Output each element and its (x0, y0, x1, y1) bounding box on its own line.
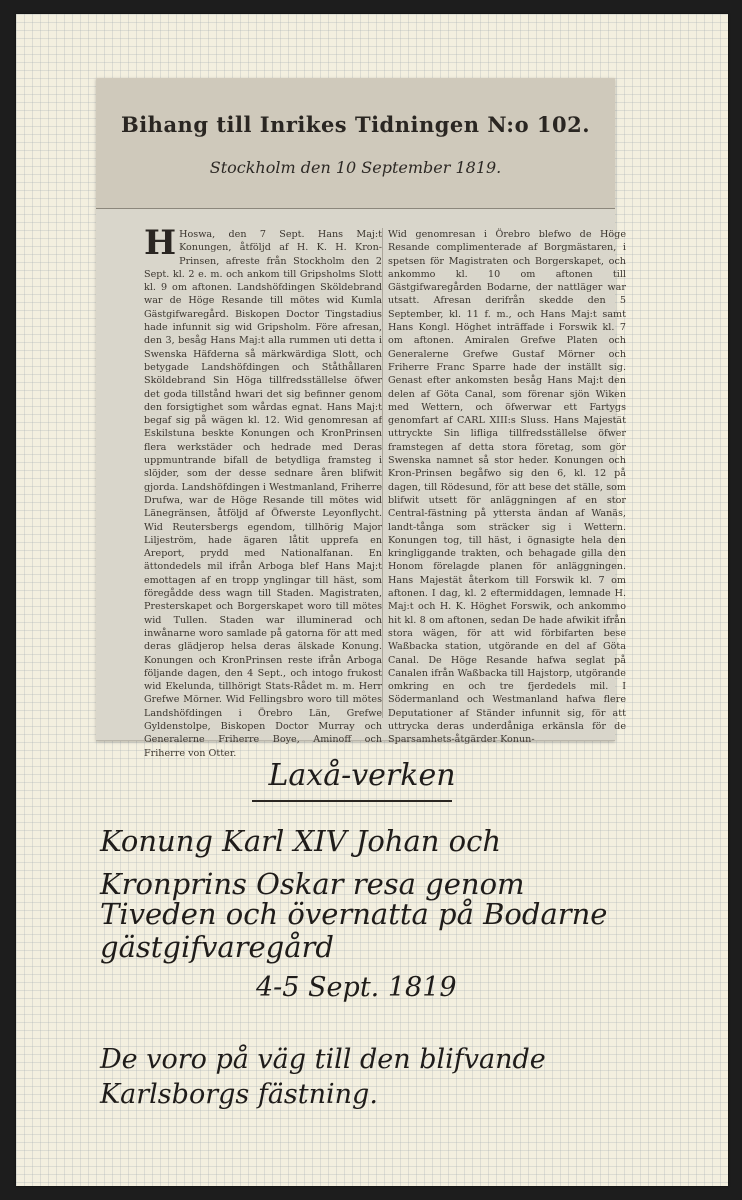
handwritten-note-line-3: Tiveden och övernatta på Bodarne (100, 897, 608, 931)
drop-cap: H (144, 223, 177, 263)
newspaper-masthead (96, 78, 615, 209)
newspaper-dateline: Stockholm den 10 September 1819. (209, 158, 502, 177)
title-underline (252, 800, 452, 802)
handwritten-title: Laxå-verken (268, 758, 456, 793)
column-divider (382, 228, 383, 718)
graph-paper-sheet (16, 14, 728, 1186)
handwritten-note-line-6: Karlsborgs fästning. (100, 1079, 378, 1110)
article-column-right (388, 228, 626, 747)
handwritten-date: 4-5 Sept. 1819 (256, 972, 457, 1003)
article-text-left: Hoswa, den 7 Sept. Hans Maj:t Konungen, åtföljd af H. K. H. Kron-Prinsen, afreste från Stockholm den 2 Sept. kl. 2 e. m. och ankom till Gripsholms Slott kl. 9 om aftonen. Landshöfdingen Sköldebrand war de Höge Resande till mötes wid Kumla Gästgifwaregård. Biskopen Doctor Tingstadius hade infunnit sig wid Gripsholm. Före afresan, den 3, besåg Hans Maj:t alla rummen uti detta i Swenska Häfderna så märkwärdiga Slott, och betygade Landshöfdingen och Ståthållaren Sköldebrand Sin Höga tillfredsställelse öfwer det goda tillstånd hwari det sig befinner genom den forsigtighet som wårdas egnat. Hans Maj:t begaf sig på wägen kl. 12. Wid genomresan af Eskilstuna beskte Konungen och KronPrinsen flera werkstäder och hedrade med Deras uppmuntrande bifall de betydliga framsteg i slöjder, som der desse sednare åren blifwit gjorda. Landshöfdingen i Westmanland, Friherre Drufwa, war de Höge Resande till mötes wid Länegränsen, åtföljd af Öfwerste Leyonflycht. Wid Reutersbergs egendom, tillhörig Major Liljeström, hade ägaren låtit upprefa en Areport, prydd med Nationalfanan. En ättondedels mil ifrån Arboga blef Hans Maj:t emottagen af en tropp ynglingar till häst, som föregådde dess wagn till Staden. Magistraten, Presterskapet och Borgerskapet woro till mötes wid Tullen. Staden war illuminerad och inwånarne woro samlade på gatorna för att med deras glädjerop helsa deras älskade Konung. Konungen och KronPrinsen reste ifrån Arboga följande dagen, den 4 Sept., och intogo frukost wid Ekelunda, tillhörigt Stats-Rådet m. m. Herr Grefwe Mörner. Wid Fellingsbro woro till mötes Landshöfdingen i Örebro Län, Grefwe Gyldenstolpe, Biskopen Doctor Murray och Generalerne Friherre Boye, Aminoff och Friherre von Otter. (144, 229, 382, 759)
article-column-left (144, 223, 382, 760)
article-text-right: Wid genomresan i Örebro blefwo de Höge Resande complimenterade af Borgmästaren, i spetsen för Magistraten och Borgerskapet, och ankommo kl. 10 om aftonen till Gästgifwaregården Bodarne, der nattläger war utsatt. Afresan derifrån skedde den 5 September, kl. 11 f. m., och Hans Maj:t samt Hans Kongl. Höghet inträffade i Forswik kl. 7 om aftonen. Amiralen Grefwe Platen och Generalerne Grefwe Gustaf Mörner och Friherre Franc Sparre hade der inställt sig. Genast efter ankomsten besåg Hans Maj:t den delen af Göta Canal, som förenar sjön Wiken med Wettern, och öfwerwar ett Fartygs genomfart af CARL XIII:s Sluss. Hans Majestät uttryckte Sin lifliga tillfredsställelse öfwer framstegen af detta stora företag, som gör Swenska namnet så stor heder. Konungen och Kron-Prinsen begåfwo sig den 6, kl. 12 på dagen, till Rödesund, för att bese det ställe, som blifwit utsett för anläggningen af en stor Central-fästning på yttersta ändan af Wanäs, landt-tånga som sträcker sig i Wettern. Konungen tog, till häst, i ögnasigte hela den kringliggande trakten, och behagade gilla den Honom förelagde planen för anläggningen. Hans Majestät återkom till Forswik kl. 7 om aftonen. I dag, kl. 2 eftermiddagen, lemnade H. Maj:t och H. K. Höghet Forswik, och ankommo hit kl. 8 om aftonen, sedan De hade afwikit ifrån stora wägen, för att wid förbifarten bese Waßbacka station, utgörande en del af Göta Canal. De Höge Resande hafwa seglat på Canalen ifrån Waßbacka till Hajstorp, utgörande omkring en och tre fjerdedels mil. I Södermanland och Westmanland hafwa flere Deputationer af Ständer infunnit sig, för att uttrycka deras underdåniga erkänsla för de Sparsamhets-åtgärder Konun- (388, 229, 626, 746)
handwritten-note-line-2: Kronprins Oskar resa genom (100, 867, 525, 901)
handwritten-note-line-4: gästgifvaregård (100, 930, 334, 964)
newspaper-clipping (96, 78, 626, 759)
handwritten-note-line-5: De voro på väg till den blifvande (100, 1044, 546, 1075)
newspaper-title: Bihang till Inrikes Tidningen N:o 102. (120, 112, 591, 137)
handwritten-note-line-1: Konung Karl XIV Johan och (100, 824, 502, 858)
